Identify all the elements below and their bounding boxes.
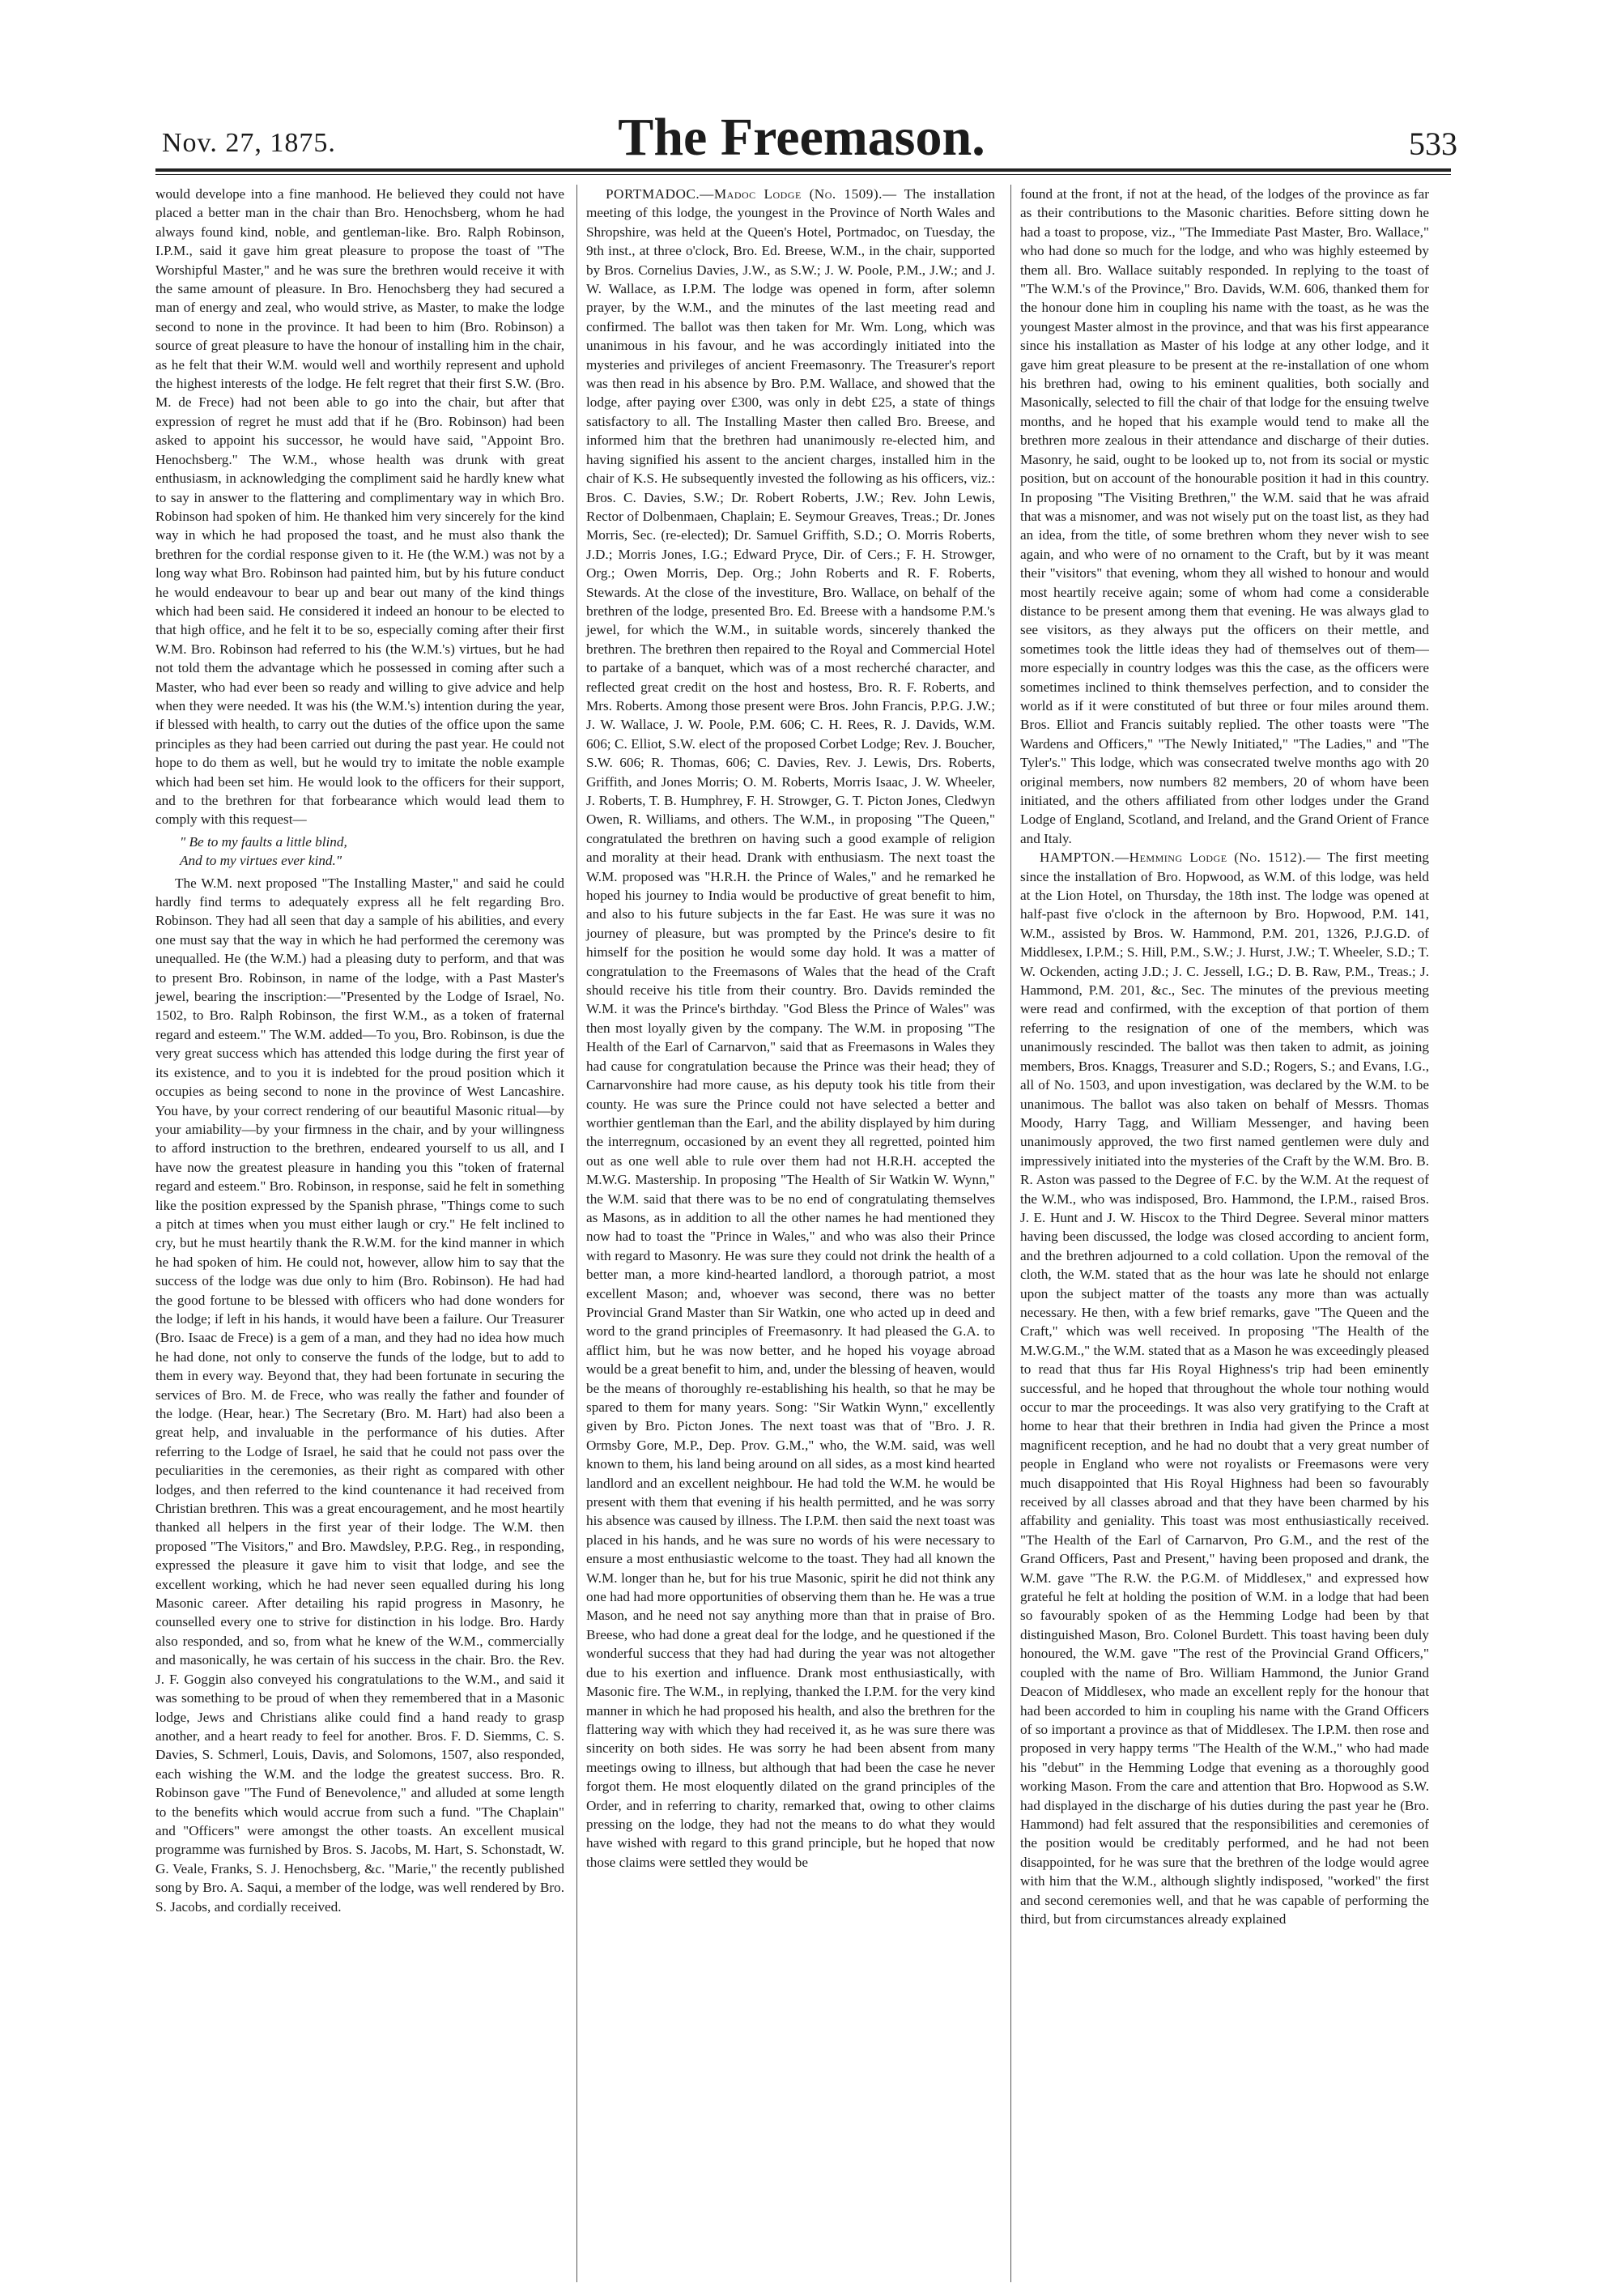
article-column-2 [586, 185, 995, 1872]
masthead-rule-thin [155, 174, 1451, 175]
report-heading-portmadoc: PORTMADOC.—Madoc Lodge (No. 1509).— [606, 186, 897, 202]
article-paragraph: The first meeting since the installation of Bro. Hopwood, as W.M. of this lodge, was held at the Lion Hotel, on Thursday, the 18th inst. The lodge was opened at half-past five o'clock in the afternoon by Bro. Hopwood, P.M. 141, W.M., assisted by Bros. W. Hammond, P.M. 201, 1326, P.J.G.D. of Middlesex, I.P.M.; S. Hill, P.M., S.W.; J. Hurst, J.W.; T. Wheeler, S.D.; T. W. Ockenden, acting J.D.; J. C. Jessell, I.G.; D. B. Raw, P.M., Treas.; J. Hammond, P.M. 201, &c., Sec. The minutes of the previous meeting were read and confirmed, with the exception of that portion of them referring to the resignation of one of the members, which was unanimously rescinded. The ballot was then taken to admit, as joining members, Bros. Knaggs, Treasurer and S.D.; Rogers, S.; and Evans, I.G., all of No. 1503, and upon investigation, was declared by the W.M. to be unanimous. The ballot was also taken on behalf of Messrs. Thomas Moody, Harry Tagg, and William Messenger, and having been unanimously approved, the two first named gentlemen were duly and impressively initiated into the mysteries of the Craft by the W.M. Bro. B. R. Aston was passed to the Degree of F.C. by the W.M. At the request of the W.M., who was indisposed, Bro. Hammond, the I.P.M., raised Bros. J. E. Hunt and J. W. Hiscox to the Third Degree. Several minor matters having been discussed, the lodge was closed according to ancient form, and the brethren adjourned to a cold collation. Upon the removal of the cloth, the W.M. stated that as the hour was late he should not enlarge upon the subject matter of the toasts any more than was actually necessary. He then, with a few brief remarks, gave "The Queen and the Craft," which was well received. In proposing "The Health of the M.W.G.M.," the W.M. stated that as a Mason he was exceedingly pleased to read that thus far His Royal Highness's trip had been eminently successful, and he hoped that throughout the whole tour nothing would occur to mar the proceedings. It was also very gratifying to the Craft at home to hear that their brethren in India had given the Prince a most magnificent reception, and he had no doubt that a very great number of people in England who were not royalists or Freemasons were very much disappointed that His Royal Highness had been so favourably received by all classes abroad and that they have been charmed by his affability and geniality. This toast was most enthusiastically received. "The Health of the Earl of Carnarvon, Pro G.M., and the rest of the Grand Officers, Past and Present," having been proposed and drank, the W.M. gave "The R.W. the P.G.M. of Middlesex," and expressed how grateful he felt at holding the position of W.M. in a lodge that had been so favourably spoken of as the Hemming Lodge had been by that distinguished Mason, Bro. Colonel Burdett. This toast having been duly honoured, the W.M. gave "The rest of the Provincial Grand Officers," coupled with the name of Bro. William Hammond, the Junior Grand Deacon of Middlesex, who made an excellent reply for the honour that had been accorded to him in coupling his name with the Grand Officers of so important a province as that of Middlesex. The I.P.M. then rose and proposed in very happy terms "The Health of the W.M.," who had made his "debut" in the Hemming Lodge that evening as a thoroughly good working Mason. From the care and attention that Bro. Hopwood as S.W. had displayed in the discharge of his duties during the past year he (Bro. Hammond) had felt assured that the responsibilities and ceremonies of the position would be creditably performed, and he had not been disappointed, for he was sure that the brethren of the lodge would agree with him that the W.M., although slightly indisposed, "worked" the first and second ceremonies well, and that he was capable of performing the third, but from circumstances already explained [1020, 850, 1429, 1927]
article-paragraph: would develope into a fine manhood. He believed they could not have placed a better man in the chair than Bro. Henochsberg, whom he had always found kind, noble, and gentleman-like. Bro. Ralph Robinson, I.P.M., said it gave him great pleasure to propose the toast of "The Worshipful Master," and he was sure the brethren would receive it with the same amount of pleasure. In Bro. Henochsberg they had secured a man of energy and zeal, who would strive, as Master, to make the lodge second to none in the province. It had been to him (Bro. Robinson) a source of great pleasure to have the honour of installing him in the chair, as he felt that their W.M. would well and worthily represent and uphold the highest interests of the lodge. He felt regret that their first S.W. (Bro. M. de Frece) had not been able to go into the chair, but after that expression of regret he must add that if he (Bro. Robinson) had been asked to appoint his successor, he would have said, "Appoint Bro. Henochsberg." The W.M., whose health was drunk with great enthusiasm, in acknowledging the compliment said he hardly knew what to say in answer to the flattering and complimentary way in which Bro. Robinson had spoken of him. He thanked him very sincerely for the kind way in which he had proposed the toast, and he must also thank the brethren for the cordial response given to it. He (the W.M.) was not by a long way what Bro. Robinson had painted him, but by his future conduct he would endeavour to bear up and bear out many of the kind things which had been said. He considered it indeed an honour to be elected to that high office, and he felt it to be so, especially coming after their first W.M. Bro. Robinson had referred to his (the W.M.'s) virtues, but he had not told them the advantage which he possessed in coming after such a Master, who had ever been so ready and willing to give advice and help when they were needed. It was his (the W.M.'s) intention during the year, if blessed with health, to carry out the duties of the office upon the same principles as they had been carried out during the past year. He could not hope to do them as well, but he would try to imitate the noble example which had been set him. He would look to the officers for their support, and to the brethren for that forbearance which would lead them to comply with this request— [155, 186, 564, 828]
article-column-3 [1020, 185, 1429, 1928]
verse-line: " Be to my faults a little blind, [180, 833, 347, 850]
issue-date: Nov. 27, 1875. [162, 128, 336, 158]
verse-line: And to my virtues ever kind." [180, 853, 342, 869]
report-heading-hampton: HAMPTON.—Hemming Lodge (No. 1512).— [1040, 850, 1321, 866]
page-number: 533 [1409, 126, 1457, 162]
verse-quote [180, 833, 564, 871]
article-paragraph: The W.M. next proposed "The Installing Master," and said he could hardly find terms to adequately express all he felt regarding Bro. Robinson. They had all seen that day a sample of his abilities, and every one must say that the way in which he had performed the ceremony was unequalled. He (the W.M.) had a pleasing duty to perform, and that was to present Bro. Robinson, in name of the lodge, with a Past Master's jewel, bearing the inscription:—"Presented by the Lodge of Israel, No. 1502, to Bro. Ralph Robinson, the first W.M., as a token of fraternal regard and esteem." The W.M. added—To you, Bro. Robinson, is due the very great success which has attended this lodge during the first year of its existence, and to you it is indebted for the proud position which it occupies as being second to none in the province of West Lancashire. You have, by your correct rendering of our beautiful Masonic ritual—by your amiability—by your firmness in the chair, and by your willingness to afford instruction to the brethren, endeared yourself to us all, and I have now the greatest pleasure in handing you this "token of fraternal regard and esteem." Bro. Robinson, in response, said he felt in something like the position expressed by the Spanish phrase, "Things come to such a pitch at times when you must either laugh or cry." He felt inclined to cry, but he must heartily thank the R.W.M. for the kind manner in which he had spoken of him. He could not, however, allow him to say that the success of the lodge was due only to him (Bro. Robinson). He had had the good fortune to be blessed with officers who had done wonders for the lodge; if left in his hands, it would have been a failure. Our Treasurer (Bro. Isaac de Frece) is a gem of a man, and they had no idea how much he had done, not only to conserve the funds of the lodge, but to add to them in every way. Beyond that, they had been fortunate in securing the services of Bro. M. de Frece, who was really the father and founder of the lodge. (Hear, hear.) The Secretary (Bro. M. Hart) had also been a great help, and invaluable in the performance of his duties. After referring to the Lodge of Israel, he said that he could not pass over the peculiarities in the ceremonies, as their right as compared with other lodges, and then referred to the kind countenance it had received from Christian brethren. This was a great encouragement, and he most heartily thanked all helpers in the first year of their lodge. The W.M. then proposed "The Visitors," and Bro. Mawdsley, P.P.G. Reg., in responding, expressed the pleasure it gave him to visit that lodge, and see the excellent working, which he had never seen equalled during his long Masonic career. After detailing his rapid progress in Masonry, he counselled every one to strive for distinction in his lodge. Bro. Hardy also responded, and so, from what he knew of the W.M., commercially and masonically, he was certain of his success in the chair. Bro. the Rev. J. F. Goggin also conveyed his congratulations to the W.M., and said it was something to be proud of when they remembered that in a Masonic lodge, Jews and Christians alike could find a hand ready to grasp another, and a heart ready to feel for another. Bros. F. D. Siemms, C. S. Davies, S. Schmerl, Louis, Davis, and Solomons, 1507, also responded, each wishing the W.M. and the lodge the greatest success. Bro. R. Robinson gave "The Fund of Benevolence," and alluded at some length to the benefits which would accrue from such a fund. "The Chaplain" and "Officers" were amongst the other toasts. An excellent musical programme was furnished by Bros. S. Jacobs, M. Hart, S. Schonstadt, W. G. Veale, Franks, S. J. Henochsberg, &c. "Marie," the recently published song by Bro. A. Saqui, a member of the lodge, was well rendered by Bro. S. Jacobs, and cordially received. [155, 875, 564, 1915]
article-column-1 [155, 185, 564, 1916]
column-divider [576, 185, 577, 2282]
newspaper-title: The Freemason. [618, 108, 985, 167]
masthead-rule-thick [155, 168, 1451, 172]
masthead [146, 105, 1457, 170]
column-divider [1010, 185, 1011, 2282]
article-paragraph: found at the front, if not at the head, of the lodges of the province as far as their contributions to the Masonic charities. Before sitting down he had a toast to propose, viz., "The Immediate Past Master, Bro. Wallace," who had done so much for the lodge, and who was highly esteemed by them all. Bro. Wallace suitably responded. In replying to the toast of "The W.M.'s of the Province," Bro. Davids, W.M. 606, thanked them for the honour done him in coupling his name with the toast, as he was the youngest Master almost in the province, and that was his first appearance since his installation as Master of his lodge at any other lodge, and it gave him great pleasure to be present at the re-installation of one whom his brethren had, owing to his eminent qualities, both socially and Masonically, selected to fill the chair of that lodge for the ensuing twelve months, and he hoped that his example would tend to make all the brethren more zealous in their attendance and discharge of their duties. Masonry, he said, ought to be looked up to, not from its social or mystic position, but on account of the honourable position it had in this country. In proposing "The Visiting Brethren," the W.M. said that he was afraid that was a misnomer, and was not wisely put on the toast list, as they had an idea, from the title, of some brethren whom they never wish to see again, and who were of no ornament to the Craft, but by it was meant their "visitors" that evening, whom they all wished to honour and would most heartily receive again; some of whom had come a considerable distance to be present among them that evening. He was always glad to see visitors, as they always put the officers on their mettle, and sometimes took the little ideas they had of themselves out of them—more especially in country lodges was this the case, as the officers were sometimes inclined to think themselves perfection, and to consider the world as if it were constituted of but three or four miles around them. Bros. Elliot and Francis suitably replied. The other toasts were "The Wardens and Officers," "The Newly Initiated," "The Ladies," and "The Tyler's." This lodge, which was consecrated twelve months ago with 20 original members, now numbers 82 members, 20 of whom have been initiated, and the others affiliated from other lodges under the Grand Lodge of England, Scotland, and Ireland, and the Grand Orient of France and Italy. [1020, 186, 1429, 846]
article-paragraph: The installation meeting of this lodge, the youngest in the Province of North Wales and Shropshire, was held at the Queen's Hotel, Portmadoc, on Tuesday, the 9th inst., at three o'clock, Bro. Ed. Breese, W.M., in the chair, supported by Bros. Cornelius Davies, J.W., as S.W.; J. W. Poole, P.M., J.W.; and J. W. Wallace, as I.P.M. The lodge was opened in form, after solemn prayer, by the W.M., and the minutes of the last meeting read and confirmed. The ballot was then taken for Mr. Wm. Long, which was unanimous in his favour, and he was accordingly initiated into the mysteries and privileges of ancient Freemasonry. The Treasurer's report was then read in his absence by Bro. P.M. Wallace, and showed that the lodge, after paying over £300, was only in debt £25, a state of things satisfactory to all. The Installing Master then called Bro. Breese, and informed him that the brethren had unanimously re-elected him, and having signified his assent to the ancient charges, installed him in the chair of K.S. He subsequently invested the following as his officers, viz.: Bros. C. Davies, S.W.; Dr. Robert Roberts, J.W.; Rev. John Lewis, Rector of Dolbenmaen, Chaplain; E. Seymour Greaves, Treas.; Dr. Jones Morris, Sec. (re-elected); Dr. Samuel Griffith, S.D.; O. Morris Roberts, J.D.; Morris Jones, I.G.; Edward Pryce, Dir. of Cers.; F. H. Strowger, Org.; Owen Morris, Dep. Org.; John Roberts and R. F. Roberts, Stewards. At the close of the investiture, Bro. Wallace, on behalf of the brethren of the lodge, presented Bro. Ed. Breese with a handsome P.M.'s jewel, for which the W.M., in suitable words, sincerely thanked the brethren. The brethren then repaired to the Royal and Commercial Hotel to partake of a banquet, which was of a most recherché character, and reflected great credit on the host and hostess, Bro. R. F. Roberts, and Mrs. Roberts. Among those present were Bros. John Francis, P.P.G. J.W.; J. W. Wallace, J. W. Poole, P.M. 606; C. H. Rees, R. J. Davids, W.M. 606; C. Elliot, S.W. elect of the proposed Corbet Lodge; Rev. J. Boucher, S.W. 606; R. Thomas, 606; C. Davies, Rev. J. Lewis, Drs. Roberts, Griffith, and Jones Morris; O. M. Roberts, Morris Isaac, J. W. Wheeler, J. Roberts, T. B. Humphrey, F. H. Strowger, G. T. Picton Jones, Cledwyn Owen, R. Williams, and others. The W.M., in proposing "The Queen," congratulated the brethren on having such a good example of religion and morality at their head. Drank with enthusiasm. The next toast the W.M. proposed was "H.R.H. the Prince of Wales," and he remarked he hoped his journey to India would be productive of great benefit to him, and also to his future subjects in the far East. He was sure it was no journey of pleasure, but was prompted by the Prince's desire to fit himself for the position he would some day hold. It was a matter of congratulation to the Freemasons of Wales that the head of the Craft should receive his title from their country. Bro. Davids reminded the W.M. it was the Prince's birthday. "God Bless the Prince of Wales" was then most loyally given by the company. The W.M. in proposing "The Health of the Earl of Carnarvon," said that as Freemasons in Wales they had cause for congratulation because the Prince was their head; they of Carnarvonshire had more cause, as his deputy took his title from their county. He was sure the Prince could not have selected a better and worthier gentleman than the Earl, and the ability displayed by him during the interregnum, occasioned by an event they all regretted, pointed him out as one well able to rule over them had not H.R.H. accepted the M.W.G. Mastership. In proposing "The Health of Sir Watkin W. Wynn," the W.M. said that there was to be no end of congratulating themselves as Masons, as in addition to all the other names he had mentioned they now had to toast the "Prince in Wales," and who was also their Prince with regard to Masonry. He was sure they could not drink the health of a better man, a more kind-hearted landlord, a thorough patriot, a most excellent Mason; and, whoever was second, there was no better Provincial Grand Master than Sir Watkin, one who acted up in deed and word to the grand principles of Freemasonry. It had pleased the G.A. to afflict him, but he was now better, and he hoped his voyage abroad would be a great benefit to him, and, under the blessing of heaven, would be the means of thoroughly re-establishing his health, so that he may be spared to them for many years. Song: "Sir Watkin Wynn," excellently given by Bro. Picton Jones. The next toast was that of "Bro. J. R. Ormsby Gore, M.P., Dep. Prov. G.M.," who, the W.M. said, was well known to them, his land being around on all sides, as a most kind hearted landlord and an excellent neighbour. He had told the W.M. he would be present with them that evening if his health permitted, and he was sorry his absence was caused by illness. The I.P.M. then said the next toast was placed in his hands, and he was sure no words of his were necessary to ensure a most enthusiastic welcome to the toast. They had all known the W.M. longer than he, but for his true Masonic, spirit he did not think any one had had more opportunities of observing them than he. He was a true Mason, and he need not say anything more than that in praise of Bro. Breese, who had done a great deal for the lodge, and he questioned if the wonderful success that they had had during the year was not altogether due to his exertion and influence. Drank most enthusiastically, with Masonic fire. The W.M., in replying, thanked the I.P.M. for the very kind manner in which he had proposed his health, and also the brethren for the flattering way with which they had received it, as he was sure there was sincerity on both sides. He was sorry he had been absent from many meetings owing to illness, but although that had been the case he never forgot them. He most eloquently dilated on the grand principles of the Order, and in referring to charity, remarked that, owing to other claims pressing on the lodge, they had not the means to do what they would have wished with regard to this grand principle, but he hoped that now those claims were settled they would be [586, 186, 995, 1870]
